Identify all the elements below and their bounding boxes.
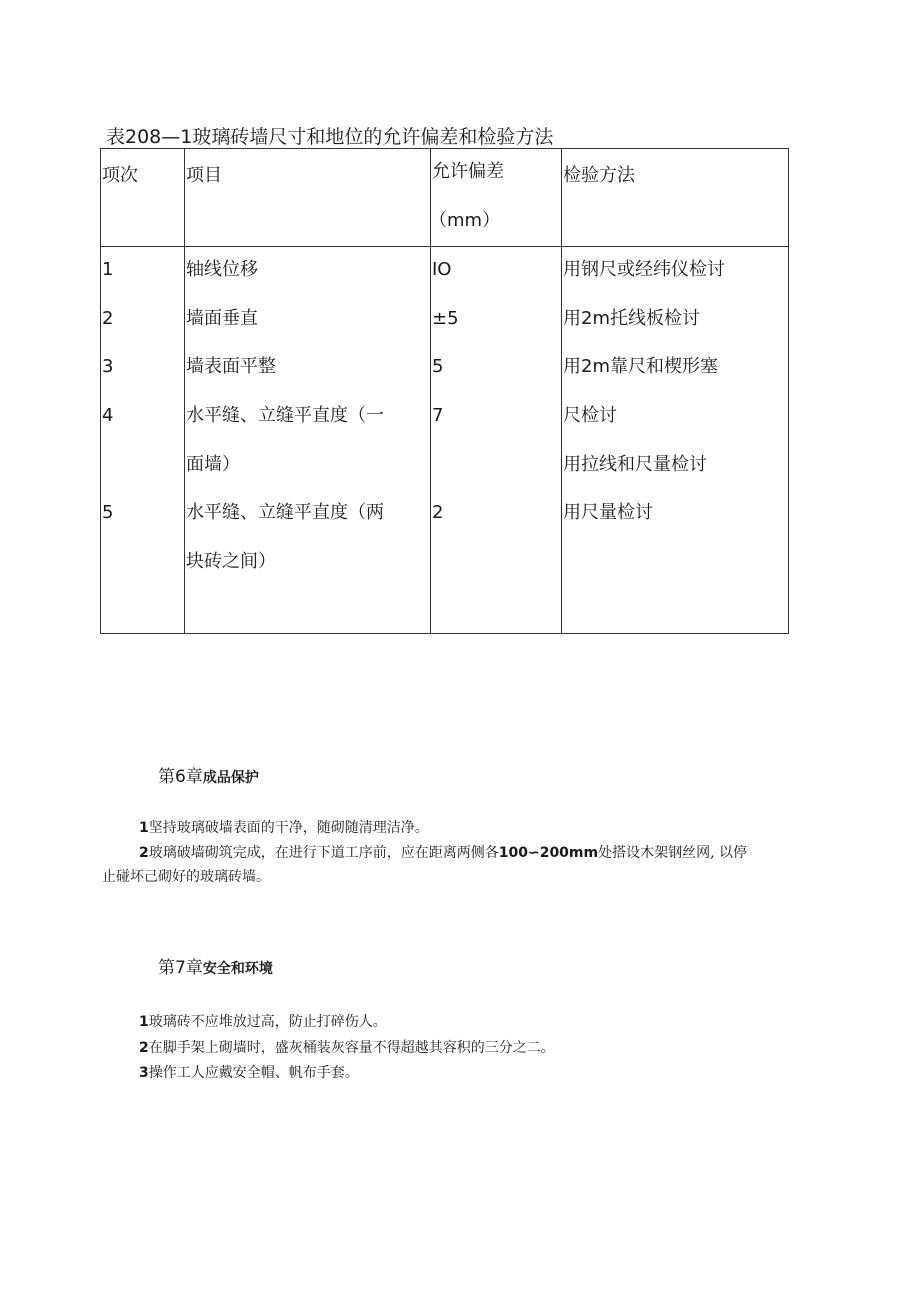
chapter-7-item-2-num: 2 [139,1040,149,1056]
header-method: 检验方法 [563,165,635,186]
chapter-6-title: 成品保护 [202,770,259,786]
header-tolerance: 允许偏差 [432,161,504,182]
method-3-cont: 尺检讨 [563,405,617,426]
row-index-5: 5 [102,502,114,523]
row-index-1: 1 [102,259,114,280]
chapter-6-item-2-text-b: 处搭设木架钢丝网, 以停 [598,845,748,861]
chapter-7-item-2-text: 在脚手架上砌墙时，盛灰桶装灰容量不得超越其容积的三分之二。 [148,1040,555,1056]
chapter-7-item-3-text: 操作工人应戴安全帽、帆布手套。 [148,1065,359,1081]
item-joint-straightness-wall: 水平缝、立缝平直度（一 [186,405,384,426]
tolerance-5: 2 [432,502,444,523]
chapter-7-heading [158,953,273,978]
header-index: 项次 [102,165,138,186]
tolerance-table [100,148,789,634]
item-axis-offset: 轴线位移 [186,259,258,280]
chapter-7-title: 安全和环境 [202,961,273,977]
chapter-7-number: 第7章 [158,958,203,978]
chapter-6-number: 第6章 [158,767,203,787]
chapter-6-item-1-num: 1 [139,820,149,836]
method-1: 用钢尺或经纬仪检讨 [563,259,725,280]
method-3: 用2m靠尺和楔形塞 [563,356,718,377]
header-tolerance-unit: （mm） [429,210,501,231]
chapter-6-item-1 [139,818,429,838]
item-wall-flatness: 墙表面平整 [186,356,276,377]
method-5: 用尺量检讨 [563,502,653,523]
chapter-6-item-1-text: 坚持玻璃破墙表面的干净，随砌随清理洁净。 [148,820,429,836]
table-border-bottom [100,633,789,634]
chapter-6-item-2-text-a: 玻璃破墙砌筑完成，在进行下道工序前，应在距离两侧各 [148,845,499,861]
tolerance-1: IO [432,259,452,280]
header-item: 项目 [186,165,222,186]
chapter-7-item-1 [139,1012,387,1032]
chapter-7-item-3-num: 3 [139,1065,149,1081]
tolerance-2: ±5 [432,308,459,329]
tolerance-4: 7 [432,405,444,426]
table-border-left [100,148,101,634]
chapter-6-item-2 [139,843,747,863]
chapter-7-item-2 [139,1038,555,1058]
chapter-6-item-2-cont-text: 止碰坏己砌好的玻璃砖墙。 [102,869,270,885]
item-joint-straightness-bricks: 水平缝、立缝平直度（两 [186,502,384,523]
row-index-4: 4 [102,405,114,426]
chapter-6-item-2-distance: 100∽200mm [498,845,599,861]
item-joint-straightness-wall-cont: 面墙） [186,454,240,475]
tolerance-3: 5 [432,356,444,377]
table-caption: 表208—1玻璃砖墙尺寸和地位的允许偏差和检验方法 [106,126,554,148]
item-wall-vertical: 墙面垂直 [186,308,258,329]
item-joint-straightness-bricks-cont: 块砖之间） [186,551,276,572]
table-divider-3 [561,148,562,634]
table-border-right [788,148,789,634]
chapter-6-item-2-num: 2 [139,845,149,861]
table-header-divider [100,246,789,247]
chapter-6-heading [158,762,259,787]
table-divider-1 [184,148,185,634]
chapter-7-item-3 [139,1063,359,1083]
chapter-6-item-2-cont [102,867,270,887]
method-4: 用拉线和尺量检讨 [563,454,707,475]
chapter-7-item-1-text: 玻璃砖不应堆放过高，防止打碎伤人。 [148,1014,387,1030]
row-index-3: 3 [102,356,114,377]
method-2: 用2m托线板检讨 [563,308,700,329]
chapter-7-item-1-num: 1 [139,1014,149,1030]
row-index-2: 2 [102,308,114,329]
table-border-top [100,148,789,149]
